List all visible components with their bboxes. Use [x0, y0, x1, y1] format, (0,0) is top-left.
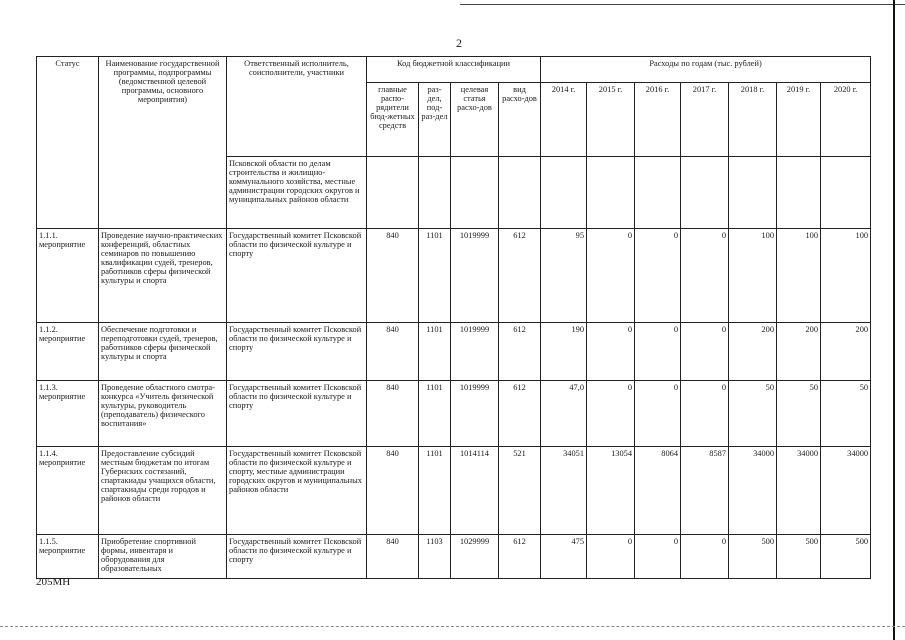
row-status: 1.1.4. мероприятие [37, 447, 99, 535]
row-expense-2018: 200 [729, 323, 777, 381]
header-year-2019: 2019 г. [777, 83, 821, 157]
header-year-2018: 2018 г. [729, 83, 777, 157]
row-name: Обеспечение подготовки и переподготовки судей, тренеров, работников сферы физической культуры и спорта [99, 323, 227, 381]
row-type: 612 [499, 381, 541, 447]
row-expense-2017: 8587 [681, 447, 729, 535]
row-status: 1.1.5. мероприятие [37, 535, 99, 579]
row-expense-2014: 475 [541, 535, 587, 579]
row-expense-2014: 47,0 [541, 381, 587, 447]
row-expense-2015: 0 [587, 381, 635, 447]
row-target: 1014114 [451, 447, 499, 535]
row-target: 1019999 [451, 381, 499, 447]
row-expense-2019: 500 [777, 535, 821, 579]
row-expense-2018: 34000 [729, 447, 777, 535]
row-grbs: 840 [367, 229, 419, 323]
table-row [37, 323, 871, 381]
row-type: 612 [499, 535, 541, 579]
row-name: Предоставление субсидий местным бюджетам по итогам Губернских состязаний, спартакиады учащихся области, спартакиады среди городов и районов области [99, 447, 227, 535]
header-year-2015: 2015 г. [587, 83, 635, 157]
table-row [37, 381, 871, 447]
row-expense-2018: 500 [729, 535, 777, 579]
budget-table [36, 56, 871, 579]
row-status: 1.1.2. мероприятие [37, 323, 99, 381]
row-expense-2019: 50 [777, 381, 821, 447]
header-name: Наименование государственной программы, подпрограммы (ведомственной целевой программы, основного мероприятия) [99, 57, 227, 229]
row-executor: Государственный комитет Псковской области по физической культуре и спорту [227, 323, 367, 381]
table-row [37, 229, 871, 323]
header-code-grbs: главные распо-рядители бюд-жетных средств [367, 83, 419, 157]
header-executor: Ответственный исполнитель, соисполнители, участники [227, 57, 367, 157]
row-expense-2020: 500 [821, 535, 871, 579]
row-expense-2016: 0 [635, 229, 681, 323]
row-executor: Государственный комитет Псковской области по физической культуре и спорту, местные администрации городских округов и муниципальных районов области [227, 447, 367, 535]
row-expense-2019: 200 [777, 323, 821, 381]
row-grbs: 840 [367, 381, 419, 447]
row-expense-2019: 100 [777, 229, 821, 323]
row-expense-2015: 0 [587, 535, 635, 579]
header-row-top [37, 57, 871, 83]
row-expense-2014: 95 [541, 229, 587, 323]
row-expense-2016: 0 [635, 323, 681, 381]
row-expense-2016: 0 [635, 381, 681, 447]
scan-artifact-top-line [460, 4, 905, 5]
row-name: Приобретение спортивной формы, инвентаря и оборудования для образовательных [99, 535, 227, 579]
row-expense-2020: 100 [821, 229, 871, 323]
row-target: 1019999 [451, 229, 499, 323]
row-section: 1101 [419, 323, 451, 381]
scan-artifact-bottom-line [0, 626, 905, 628]
row-expense-2017: 0 [681, 323, 729, 381]
row-expense-2020: 34000 [821, 447, 871, 535]
row-status: 1.1.3. мероприятие [37, 381, 99, 447]
continuation-executor: Псковской области по делам строительства и жилищно-коммунального хозяйства, местные администрации городских округов и муниципальных районов области [227, 157, 367, 229]
row-expense-2014: 190 [541, 323, 587, 381]
row-grbs: 840 [367, 323, 419, 381]
row-section: 1103 [419, 535, 451, 579]
row-executor: Государственный комитет Псковской области по физической культуре и спорту [227, 229, 367, 323]
row-expense-2020: 200 [821, 323, 871, 381]
table-row [37, 535, 871, 579]
header-code-target: целевая статья расхо-дов [451, 83, 499, 157]
row-target: 1029999 [451, 535, 499, 579]
header-year-2020: 2020 г. [821, 83, 871, 157]
page-number: 2 [456, 36, 462, 50]
row-name: Проведение областного смотра-конкурса «Учитель физической культуры, руководитель (преподаватель) физического воспитания» [99, 381, 227, 447]
row-name: Проведение научно-практических конференций, областных семинаров по повышению квалификации судей, тренеров, работников сферы физической культуры и спорта [99, 229, 227, 323]
row-type: 612 [499, 229, 541, 323]
row-expense-2018: 50 [729, 381, 777, 447]
row-target: 1019999 [451, 323, 499, 381]
row-expense-2017: 0 [681, 535, 729, 579]
header-code-section: раз-дел, под-раз-дел [419, 83, 451, 157]
header-year-2016: 2016 г. [635, 83, 681, 157]
header-expenses: Расходы по годам (тыс. рублей) [541, 57, 871, 83]
row-expense-2015: 0 [587, 323, 635, 381]
row-section: 1101 [419, 229, 451, 323]
header-status: Статус [37, 57, 99, 229]
row-expense-2019: 34000 [777, 447, 821, 535]
row-executor: Государственный комитет Псковской области по физической культуре и спорту [227, 535, 367, 579]
document-footer-code: 205МН [36, 576, 71, 588]
row-expense-2014: 34051 [541, 447, 587, 535]
row-section: 1101 [419, 447, 451, 535]
scan-artifact-right-edge [893, 0, 895, 640]
table-row [37, 447, 871, 535]
row-status: 1.1.1. мероприятие [37, 229, 99, 323]
row-expense-2017: 0 [681, 229, 729, 323]
header-code-type: вид расхо-дов [499, 83, 541, 157]
row-expense-2020: 50 [821, 381, 871, 447]
header-budget-codes: Код бюджетной классификации [367, 57, 541, 83]
row-grbs: 840 [367, 535, 419, 579]
header-year-2017: 2017 г. [681, 83, 729, 157]
row-expense-2015: 0 [587, 229, 635, 323]
row-expense-2018: 100 [729, 229, 777, 323]
row-expense-2016: 8064 [635, 447, 681, 535]
row-expense-2016: 0 [635, 535, 681, 579]
row-expense-2017: 0 [681, 381, 729, 447]
row-type: 612 [499, 323, 541, 381]
row-section: 1101 [419, 381, 451, 447]
header-year-2014: 2014 г. [541, 83, 587, 157]
row-executor: Государственный комитет Псковской области по физической культуре и спорту [227, 381, 367, 447]
row-grbs: 840 [367, 447, 419, 535]
row-type: 521 [499, 447, 541, 535]
row-expense-2015: 13054 [587, 447, 635, 535]
